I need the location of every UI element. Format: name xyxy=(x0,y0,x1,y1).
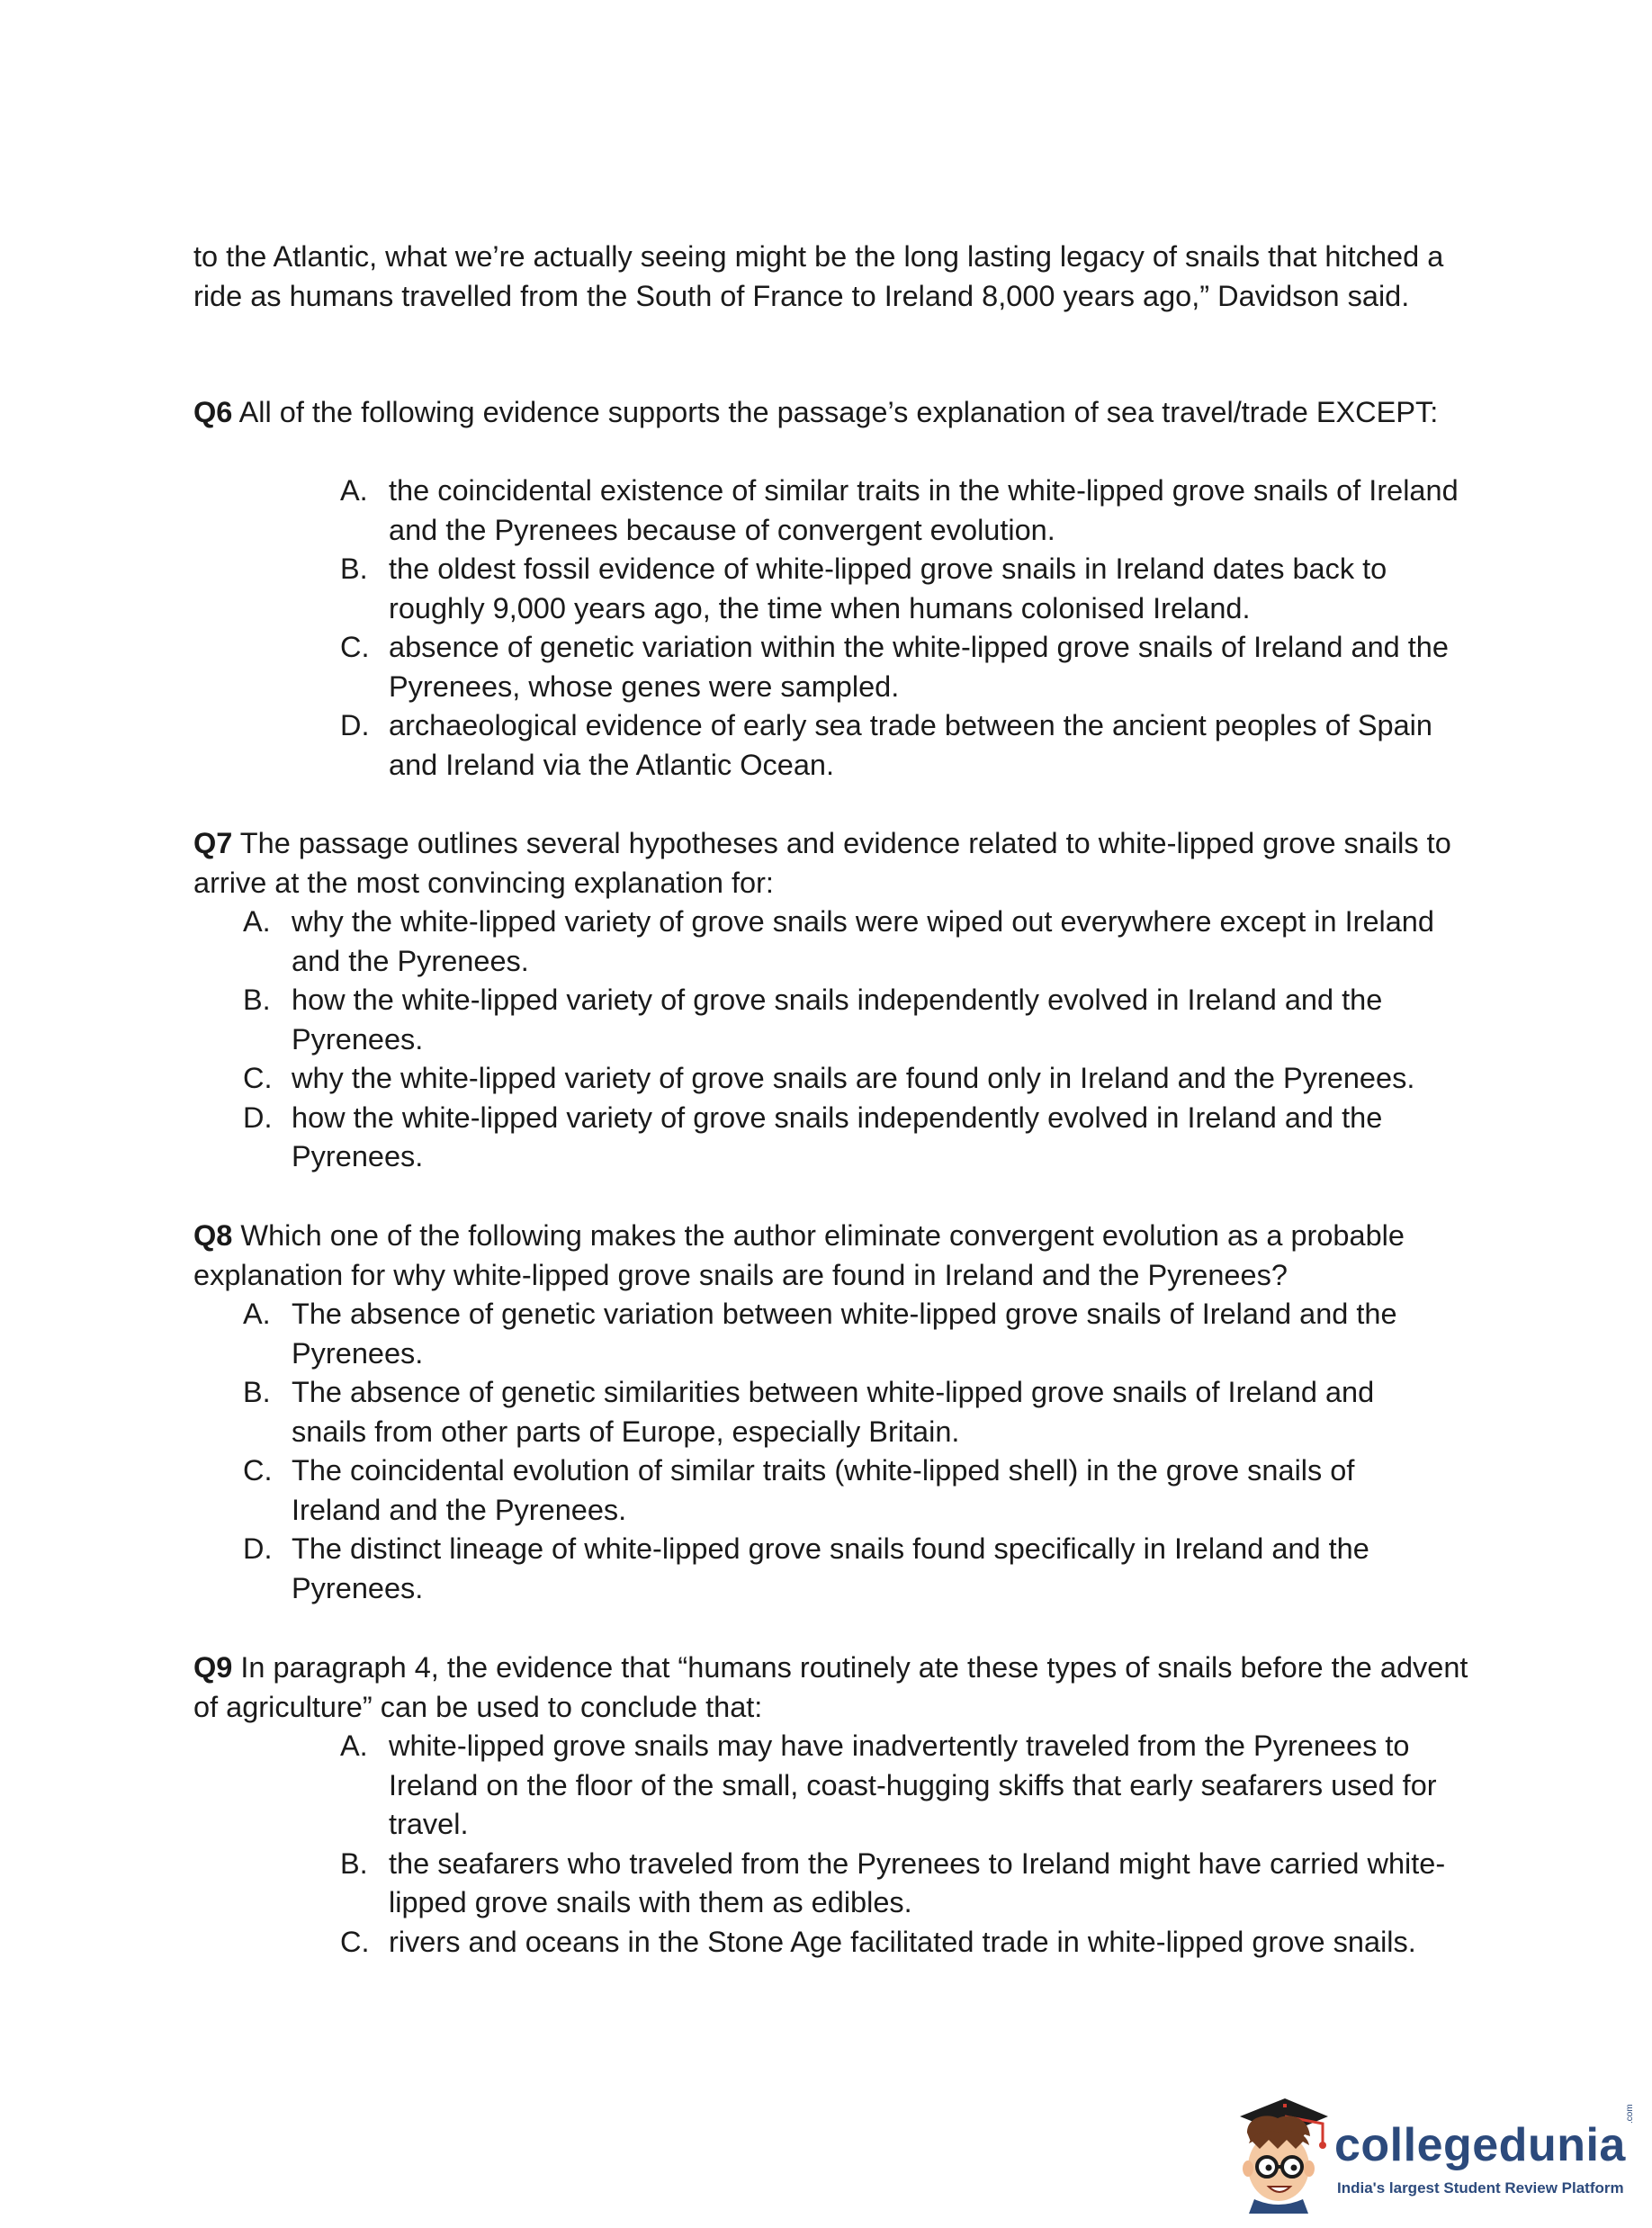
mascot-icon xyxy=(1222,2097,1334,2214)
option-d[interactable]: D. how the white-lipped variety of grove snails independently evolved in Ireland and the Pyrenees. xyxy=(243,1101,1383,1172)
logo-wordmark: collegedunia xyxy=(1334,2119,1626,2171)
option-d[interactable]: D. archaeological evidence of early sea trade between the ancient peoples of Spain and Ireland via the Atlantic Ocean. xyxy=(340,709,1432,781)
option-d[interactable]: D. The distinct lineage of white-lipped grove snails found specifically in Ireland and the Pyrenees. xyxy=(243,1532,1369,1604)
question-number: Q8 xyxy=(193,1219,233,1252)
question-number: Q9 xyxy=(193,1651,233,1684)
option-c[interactable]: C. rivers and oceans in the Stone Age facilitated trade in white-lipped grove snails. xyxy=(340,1925,1416,1958)
question-text: All of the following evidence supports the passage’s explanation of sea travel/trade EXCEPT: xyxy=(232,396,1439,428)
option-a[interactable]: A. white-lipped grove snails may have inadvertently traveled from the Pyrenees to Ireland on the floor of the small, coast-hugging skiffs that early seafarers used for travel. xyxy=(340,1729,1437,1840)
question-text: Which one of the following makes the author eliminate convergent evolution as a probable explanation for why white-lipped grove snails are found in Ireland and the Pyrenees? xyxy=(193,1219,1405,1291)
option-b[interactable]: B. the seafarers who traveled from the Pyrenees to Ireland might have carried white-lipped grove snails with them as edibles. xyxy=(340,1846,1446,1918)
option-c[interactable]: C. absence of genetic variation within the white-lipped grove snails of Ireland and the Pyrenees, whose genes were sampled. xyxy=(340,631,1449,703)
question-6-stem xyxy=(193,393,1471,433)
logo-tagline: India's largest Student Review Platform xyxy=(1337,2179,1624,2197)
option-a[interactable]: A. The absence of genetic variation between white-lipped grove snails of Ireland and the Pyrenees. xyxy=(243,1298,1397,1370)
question-7-stem xyxy=(193,824,1471,903)
question-9-options xyxy=(340,1727,1483,1962)
intro-paragraph: to the Atlantic, what we’re actually seeing might be the long lasting legacy of snails that hitched a ride as humans travelled from the South of France to Ireland 8,000 years ago,” Davidson said. xyxy=(193,240,1444,312)
question-text: In paragraph 4, the evidence that “humans routinely ate these types of snails before the advent of agriculture” can be used to conclude that: xyxy=(193,1651,1468,1723)
option-a[interactable]: A. the coincidental existence of similar traits in the white-lipped grove snails of Ireland and the Pyrenees because of convergent evolution. xyxy=(340,474,1459,546)
question-text: The passage outlines several hypotheses and evidence related to white-lipped grove snails to arrive at the most convincing explanation for: xyxy=(193,827,1451,899)
collegedunia-logo[interactable] xyxy=(1222,2097,1636,2214)
option-c[interactable]: C. why the white-lipped variety of grove snails are found only in Ireland and the Pyrenees. xyxy=(243,1062,1415,1094)
option-c[interactable]: C. The coincidental evolution of similar traits (white-lipped shell) in the grove snails of Ireland and the Pyrenees. xyxy=(243,1454,1355,1526)
question-9-stem xyxy=(193,1649,1471,1727)
question-number: Q6 xyxy=(193,396,233,428)
question-8-stem xyxy=(193,1217,1471,1295)
question-number: Q7 xyxy=(193,827,233,859)
option-b[interactable]: B. how the white-lipped variety of grove snails independently evolved in Ireland and the Pyrenees. xyxy=(243,984,1383,1056)
question-8-options xyxy=(243,1295,1440,1608)
logo-domain-suffix: .com xyxy=(1625,2104,1635,2124)
question-6-options xyxy=(340,472,1483,785)
question-7-options xyxy=(243,903,1483,1177)
option-b[interactable]: B. The absence of genetic similarities between white-lipped grove snails of Ireland and snails from other parts of Europe, especially Britain. xyxy=(243,1376,1375,1448)
option-b[interactable]: B. the oldest fossil evidence of white-lipped grove snails in Ireland dates back to roughly 9,000 years ago, the time when humans colonised Ireland. xyxy=(340,553,1387,624)
option-a[interactable]: A. why the white-lipped variety of grove snails were wiped out everywhere except in Ireland and the Pyrenees. xyxy=(243,905,1434,977)
